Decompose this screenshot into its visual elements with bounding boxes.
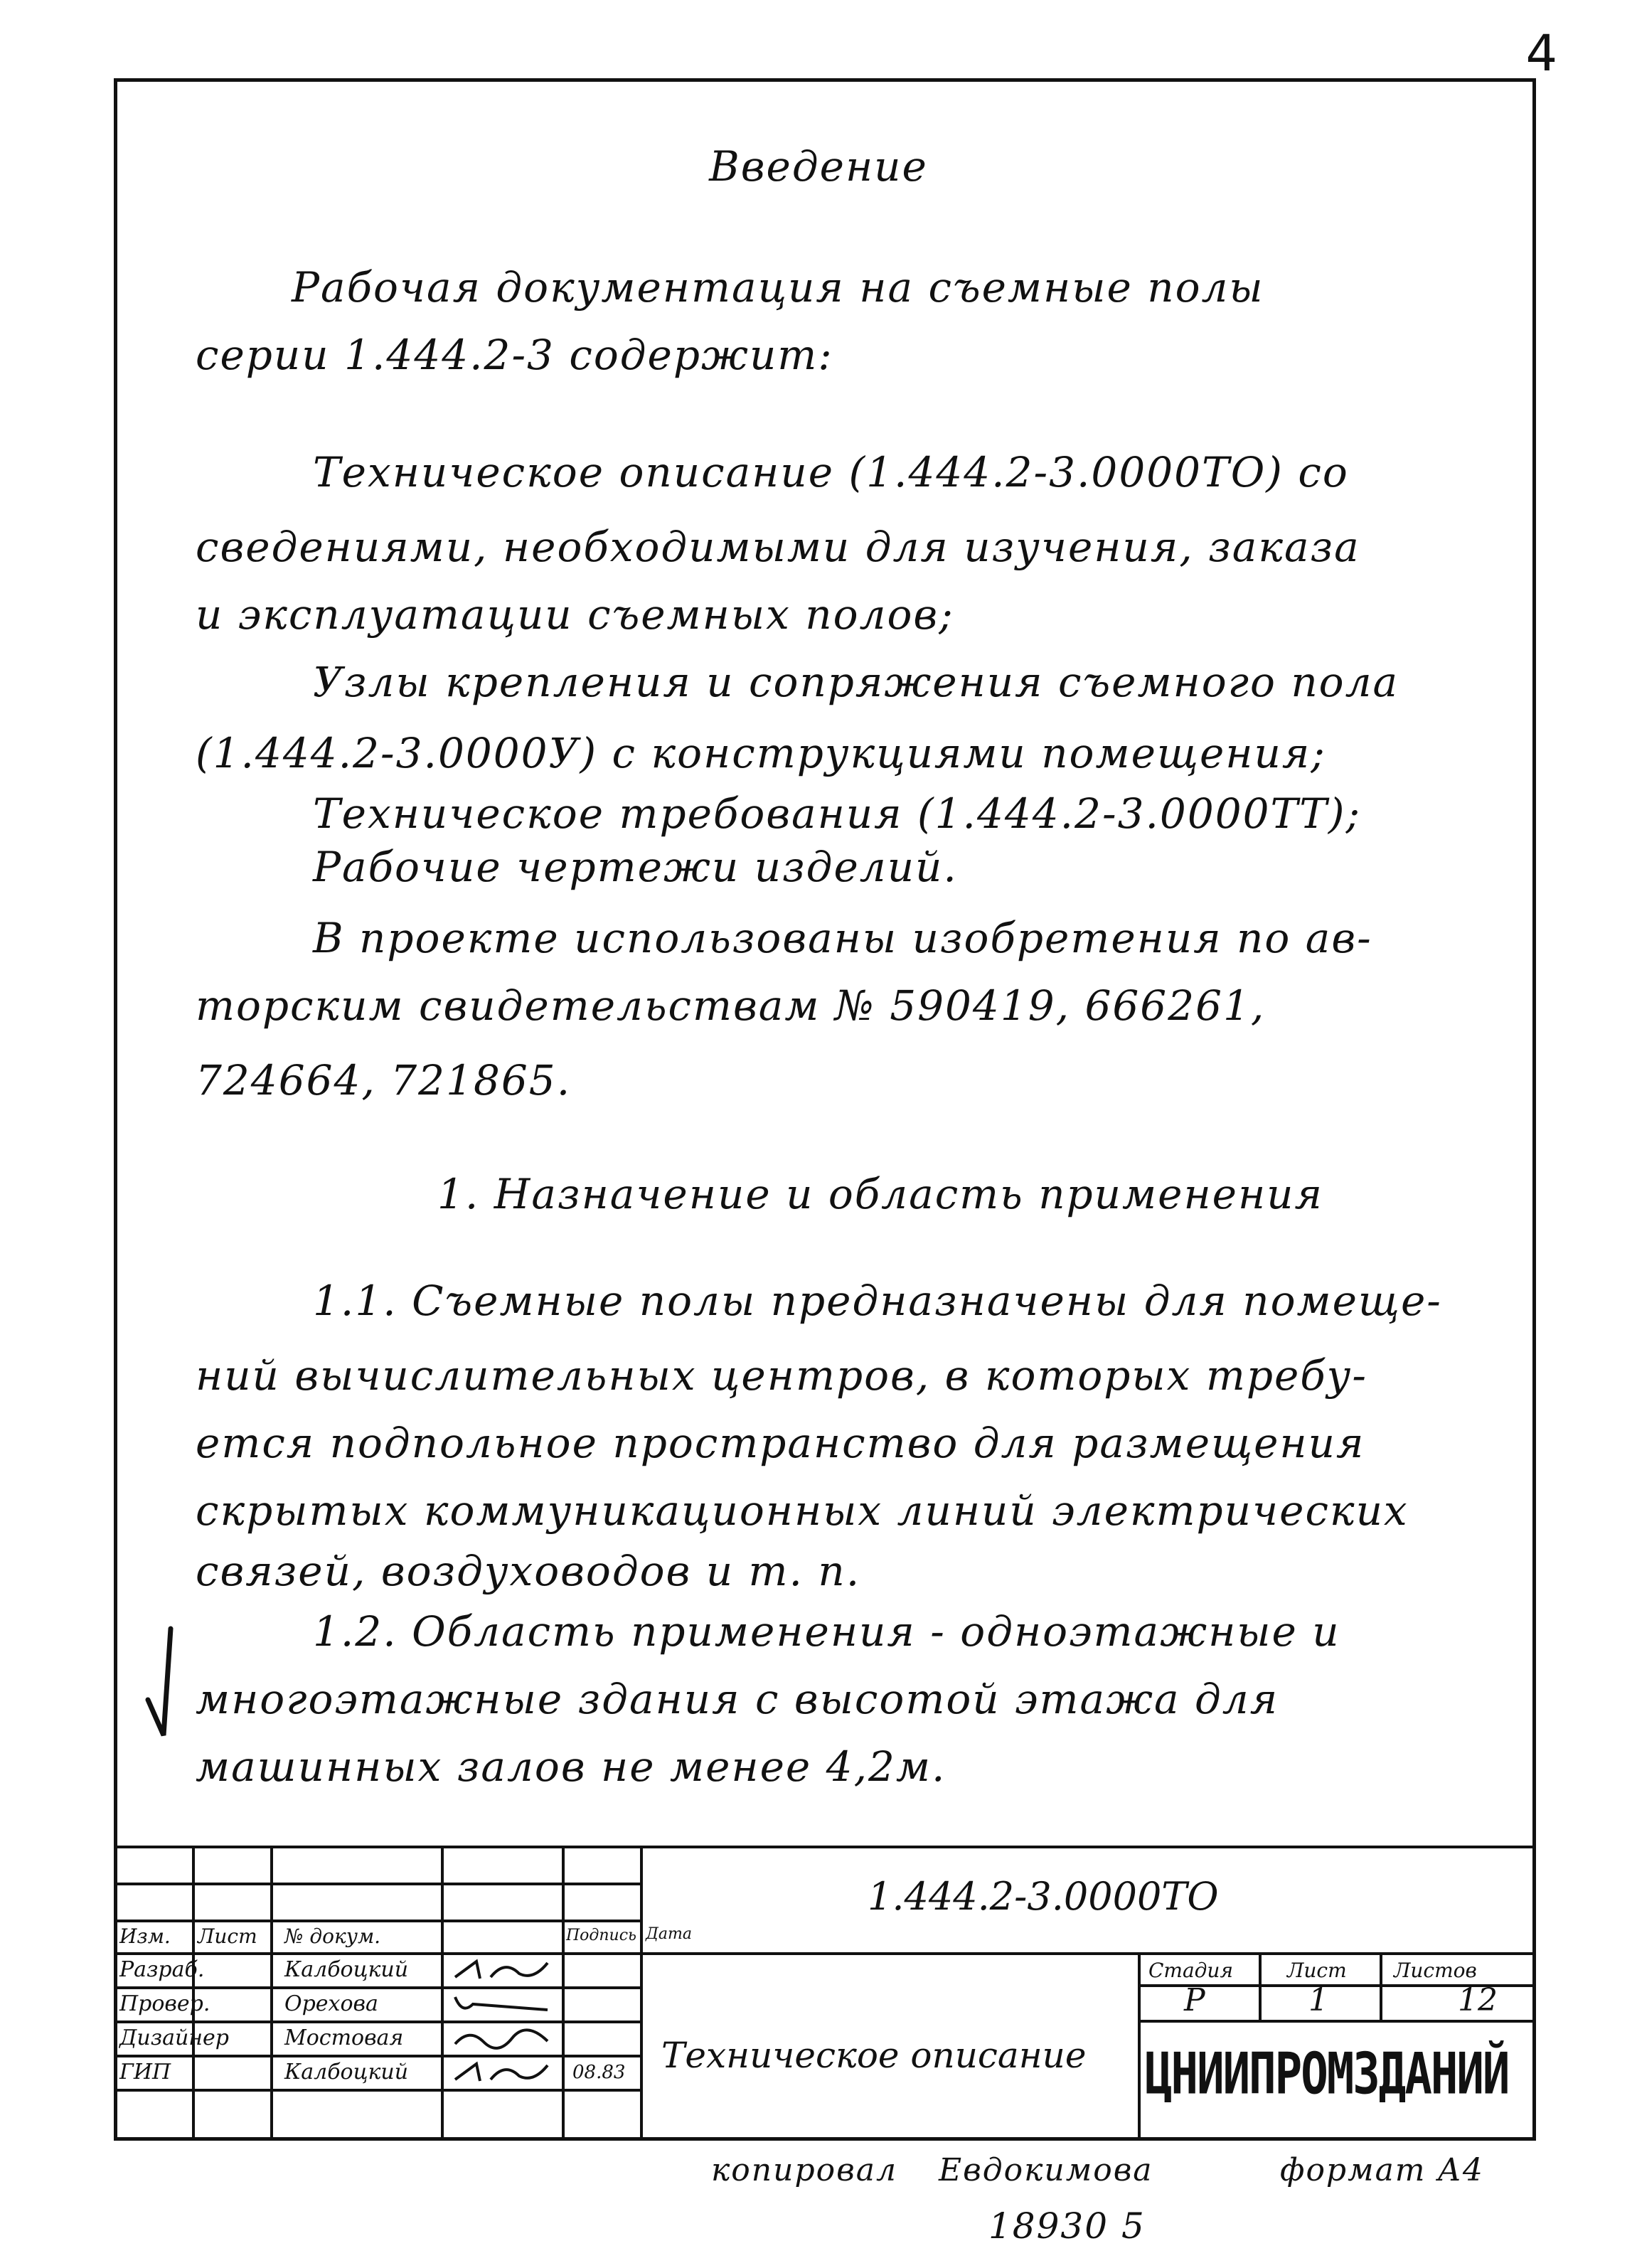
role-chief-engineer: ГИП — [119, 2060, 171, 2085]
date-chief-engineer: 08.83 — [572, 2062, 626, 2083]
role-designer: Дизайнер — [119, 2025, 229, 2050]
signature-chief-engineer — [448, 2058, 555, 2087]
section-line: 1.1. Съемные полы предназначены для помеще- — [313, 1277, 1442, 1325]
section-line: связей, воздуховодов и т. п. — [196, 1547, 861, 1595]
intro-line: Рабочая документация на съемные полы — [292, 263, 1264, 312]
section-line: скрытых коммуникационных линий электрических — [196, 1486, 1409, 1535]
document-code: 1.444.2-3.0000ТО — [868, 1874, 1219, 1919]
role-developer: Разраб. — [119, 1957, 205, 1982]
page-number: 4 — [1525, 24, 1559, 82]
page-title: Введение — [709, 142, 928, 191]
stage-label: Стадия — [1148, 1959, 1233, 1982]
stage-value: Р — [1184, 1982, 1205, 2018]
sheet-label: Лист — [1287, 1959, 1347, 1982]
sheets-label: Листов — [1394, 1959, 1477, 1982]
patent-line: 724664, 721865. — [196, 1056, 572, 1104]
section-line: 1.2. Область применения - одноэтажные и — [313, 1607, 1340, 1656]
name-checker: Орехова — [284, 1991, 378, 2016]
format-label: формат А4 — [1280, 2152, 1484, 2188]
document-name: Техническое описание — [661, 2035, 1087, 2076]
title-block — [114, 1846, 1536, 2141]
header-izm: Изм. — [119, 1924, 171, 1948]
copied-label: копировал — [711, 2152, 897, 2188]
contents-line: Рабочие чертежи изделий. — [313, 843, 958, 891]
contents-line: (1.444.2-3.0000У) с конструкциями помещения; — [196, 729, 1326, 777]
sheet-value: 1 — [1308, 1982, 1328, 2018]
section-line: ний вычислительных центров, в которых требу- — [196, 1351, 1367, 1400]
intro-line: серии 1.444.2-3 содержит: — [196, 331, 833, 379]
signature-developer — [448, 1956, 555, 1984]
signature-checker — [448, 1990, 555, 2018]
header-signature: Подпись — [566, 1927, 637, 1944]
name-chief-engineer: Калбоцкий — [284, 2060, 409, 2085]
name-developer: Калбоцкий — [284, 1957, 409, 1982]
organization-name: ЦНИИПРОМЗДАНИЙ — [1145, 2041, 1509, 2108]
header-date: Дата — [646, 1925, 692, 1943]
patent-line: В проекте использованы изобретения по ав- — [313, 914, 1372, 962]
contents-line: и эксплуатации съемных полов; — [196, 590, 954, 639]
contents-line: Техническое требования (1.444.2-3.0000ТТ); — [313, 789, 1362, 838]
section-line: машинных залов не менее 4,2м. — [196, 1742, 947, 1791]
section-line: ется подпольное пространство для размещения — [196, 1419, 1365, 1467]
drawing-frame — [114, 78, 1536, 2141]
role-checker: Провер. — [119, 1991, 210, 2016]
patent-line: торским свидетельствам № 590419, 666261, — [196, 981, 1266, 1030]
copied-by: Евдокимова — [939, 2152, 1153, 2188]
archive-number: 18930 5 — [988, 2205, 1146, 2247]
header-list: Лист — [198, 1924, 257, 1948]
contents-line: сведениями, необходимыми для изучения, заказа — [196, 523, 1360, 571]
contents-line: Узлы крепления и сопряжения съемного пола — [313, 658, 1399, 706]
contents-line: Техническое описание (1.444.2-3.0000ТО) со — [313, 448, 1349, 496]
signature-designer — [448, 2024, 555, 2053]
sheets-value: 12 — [1458, 1982, 1498, 2018]
section-heading: 1. Назначение и область применения — [437, 1170, 1323, 1218]
check-mark-icon — [142, 1614, 206, 1742]
name-designer: Мостовая — [284, 2025, 404, 2050]
header-doc-no: № докум. — [284, 1924, 381, 1948]
section-line: многоэтажные здания с высотой этажа для — [196, 1675, 1279, 1723]
